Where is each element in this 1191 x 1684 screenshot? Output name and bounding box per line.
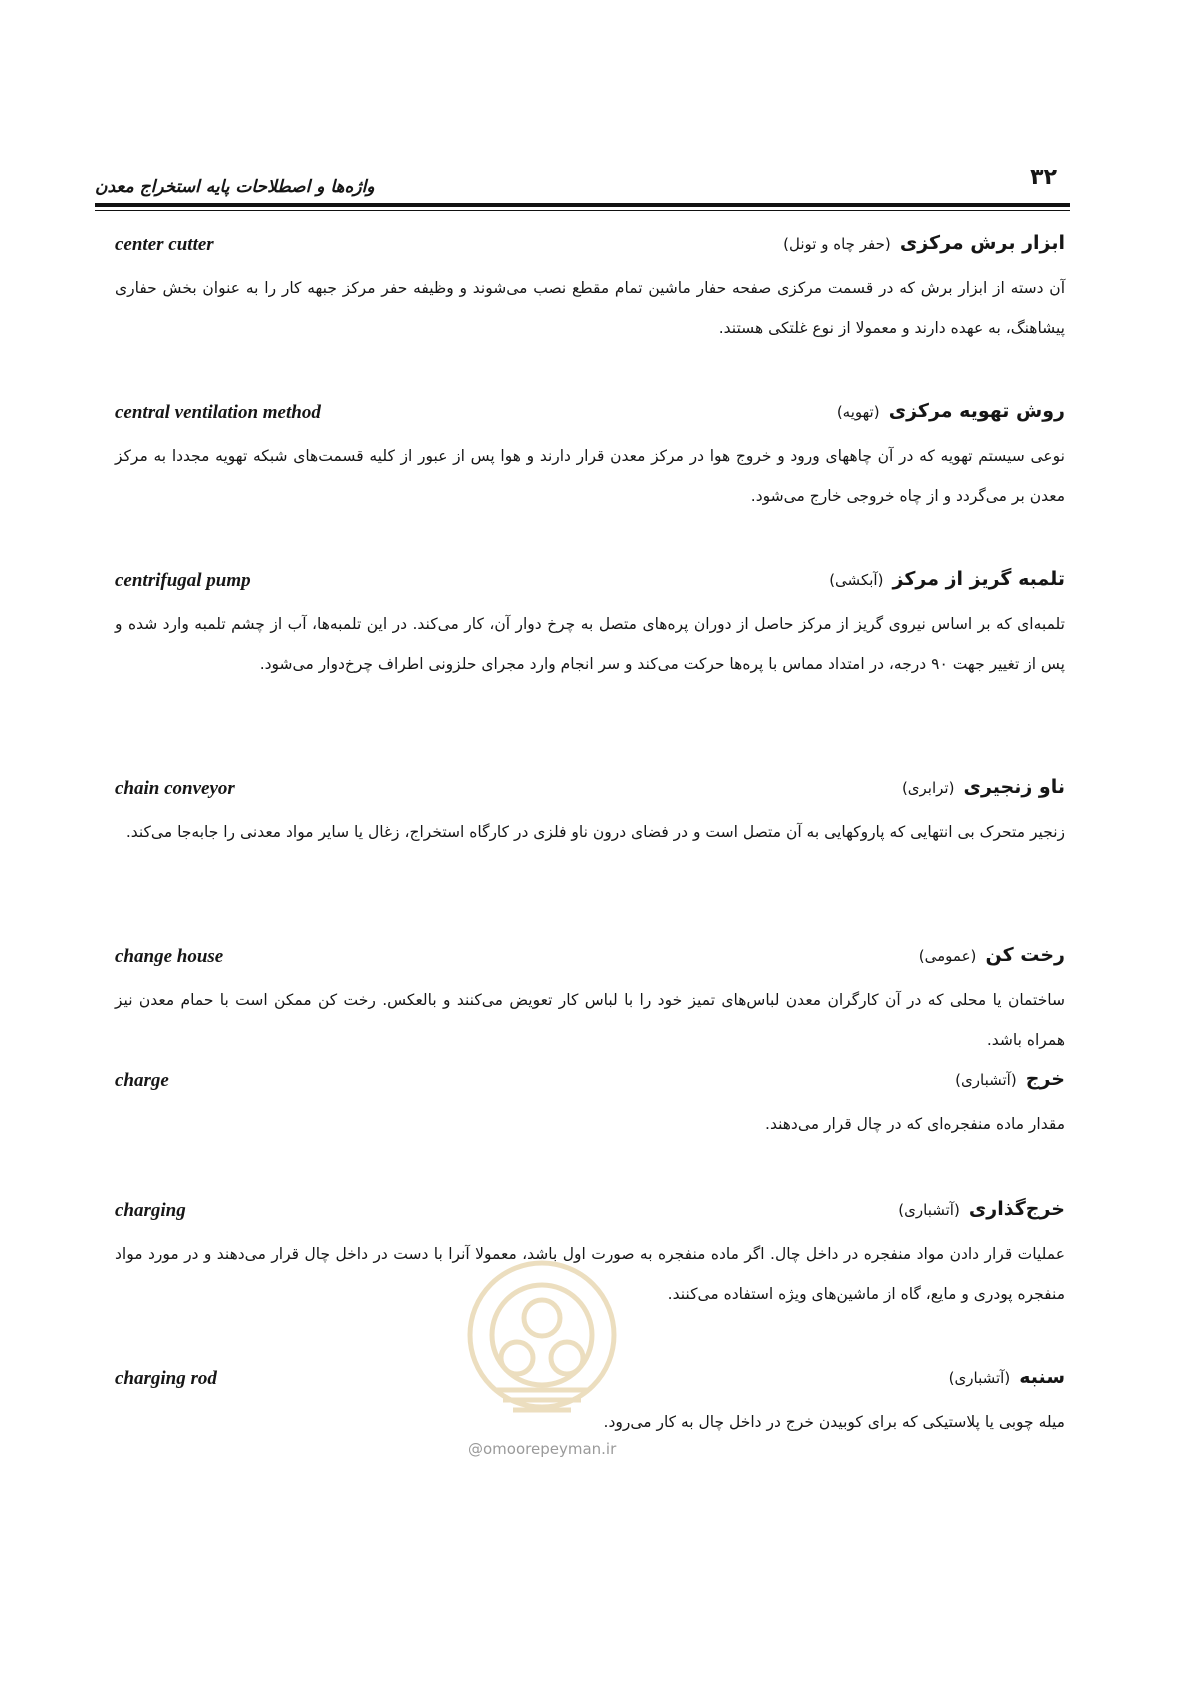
- term-persian: [837, 400, 1065, 422]
- term-category: (آتشباری): [948, 1369, 1011, 1387]
- term-definition: آن دسته از ابزار برش که در قسمت مرکزی صفحه حفار ماشین تمام مقطع نصب می‌شوند و وظیفه حفر مرکز جبهه کار را به عنوان بخش حفاری پیشاهنگ، به عهده دارند و معمولا از نوع غلتکی هستند.: [115, 279, 1065, 337]
- term-english: charge: [115, 1070, 169, 1091]
- term-english: chain conveyor: [115, 778, 235, 799]
- term-category: (آتشباری): [955, 1071, 1017, 1089]
- page-number: ۳۲: [1030, 165, 1057, 190]
- term-definition: زنجیر متحرک بی انتهایی که پاروکهایی به آن متصل است و در فضای درون ناو فلزی در کارگاه استخراج، زغال یا سایر مواد معدنی را جابه‌جا می‌کند.: [125, 823, 1065, 841]
- term-definition: میله چوبی یا پلاستیکی که برای کوبیدن خرج در داخل چال به کار می‌رود.: [603, 1413, 1065, 1431]
- term-category: (تهویه): [836, 403, 880, 421]
- glossary-entry: [115, 776, 1065, 852]
- glossary-entry: [115, 944, 1065, 1060]
- term-definition: نوعی سیستم تهویه که در آن چاههای ورود و خروج هوا در مرکز معدن قرار دارند و هوا پس از عبور از کلیه قسمت‌های شبکه تهویه مجددا به مرکز معدن بر می‌گردد و از چاه خروجی خارج می‌شود.: [115, 447, 1065, 505]
- term-category: (ترابری): [901, 779, 955, 797]
- watermark-url: @omoorepeyman.ir: [468, 1440, 617, 1458]
- term-persian: [783, 232, 1065, 254]
- term-english: charging rod: [115, 1368, 217, 1389]
- term-definition: مقدار ماده منفجره‌ای که در چال قرار می‌دهند.: [765, 1115, 1065, 1133]
- glossary-entry: [115, 232, 1065, 348]
- book-title: واژه‌ها و اصطلاحات پایه استخراج معدن: [95, 177, 375, 197]
- header-rule-thick: [95, 203, 1070, 207]
- term-definition: تلمبه‌ای که بر اساس نیروی گریز از مرکز حاصل از دوران پره‌های متصل به چرخ دوار آن، کار می‌کند. در این تلمبه‌ها، آب از چشم تلمبه وارد شده و پس از تغییر جهت ۹۰ درجه، در امتداد مماس با پره‌ها حرکت می‌کند و سر انجام وارد مجرای حلزونی اطراف چرخ‌دوار می‌شود.: [115, 615, 1065, 673]
- entry-heading: [115, 232, 1065, 266]
- header-rule-thin: [95, 210, 1070, 211]
- term-persian: [898, 1198, 1065, 1220]
- term-persian: [949, 1366, 1065, 1388]
- term-english: centrifugal pump: [115, 570, 251, 591]
- term-persian-name: تلمبه گریز از مرکز: [892, 568, 1065, 590]
- term-english: center cutter: [115, 234, 214, 255]
- term-category: (حفر چاه و تونل): [783, 235, 891, 253]
- term-category: (آبکشی): [829, 571, 884, 589]
- term-english: central ventilation method: [115, 402, 321, 423]
- term-persian: [955, 1068, 1065, 1090]
- term-english: charging: [115, 1200, 186, 1221]
- term-persian: [919, 944, 1065, 966]
- entry-heading: [115, 400, 1065, 434]
- term-definition: عملیات قرار دادن مواد منفجره در داخل چال. اگر ماده منفجره به صورت اول باشد، معمولا آنرا با دست در داخل چال قرار می‌دهند و در مورد مواد منفجره پودری و مایع، گاه از ماشین‌های ویژه استفاده می‌کنند.: [115, 1245, 1065, 1303]
- term-persian-name: خرج: [1025, 1068, 1065, 1090]
- term-persian-name: ابزار برش مرکزی: [899, 232, 1065, 254]
- term-category: (عمومی): [918, 947, 977, 965]
- entry-heading: [115, 944, 1065, 978]
- page-header: [95, 165, 1065, 201]
- glossary-entry: [115, 568, 1065, 684]
- glossary-entry: [115, 1068, 1065, 1144]
- watermark-seal: [455, 1240, 630, 1440]
- entry-heading: [115, 776, 1065, 810]
- term-persian-name: ناو زنجیری: [963, 776, 1065, 798]
- term-persian: [902, 776, 1065, 798]
- term-english: change house: [115, 946, 224, 967]
- entry-heading: [115, 1198, 1065, 1232]
- glossary-entry: [115, 400, 1065, 516]
- entry-heading: [115, 1068, 1065, 1102]
- entry-heading: [115, 568, 1065, 602]
- term-persian-name: روش تهویه مرکزی: [888, 400, 1065, 422]
- term-category: (آتشباری): [898, 1201, 960, 1219]
- term-definition: ساختمان یا محلی که در آن کارگران معدن لباس‌های تمیز خود را با لباس کار تعویض می‌کنند و بالعکس. رخت کن ممکن است با حمام معدن نیز همراه باشد.: [115, 991, 1065, 1049]
- term-persian-name: خرج‌گذاری: [968, 1198, 1065, 1220]
- term-persian-name: رخت کن: [985, 944, 1065, 966]
- term-persian: [829, 568, 1065, 590]
- term-persian-name: سنبه: [1019, 1366, 1065, 1388]
